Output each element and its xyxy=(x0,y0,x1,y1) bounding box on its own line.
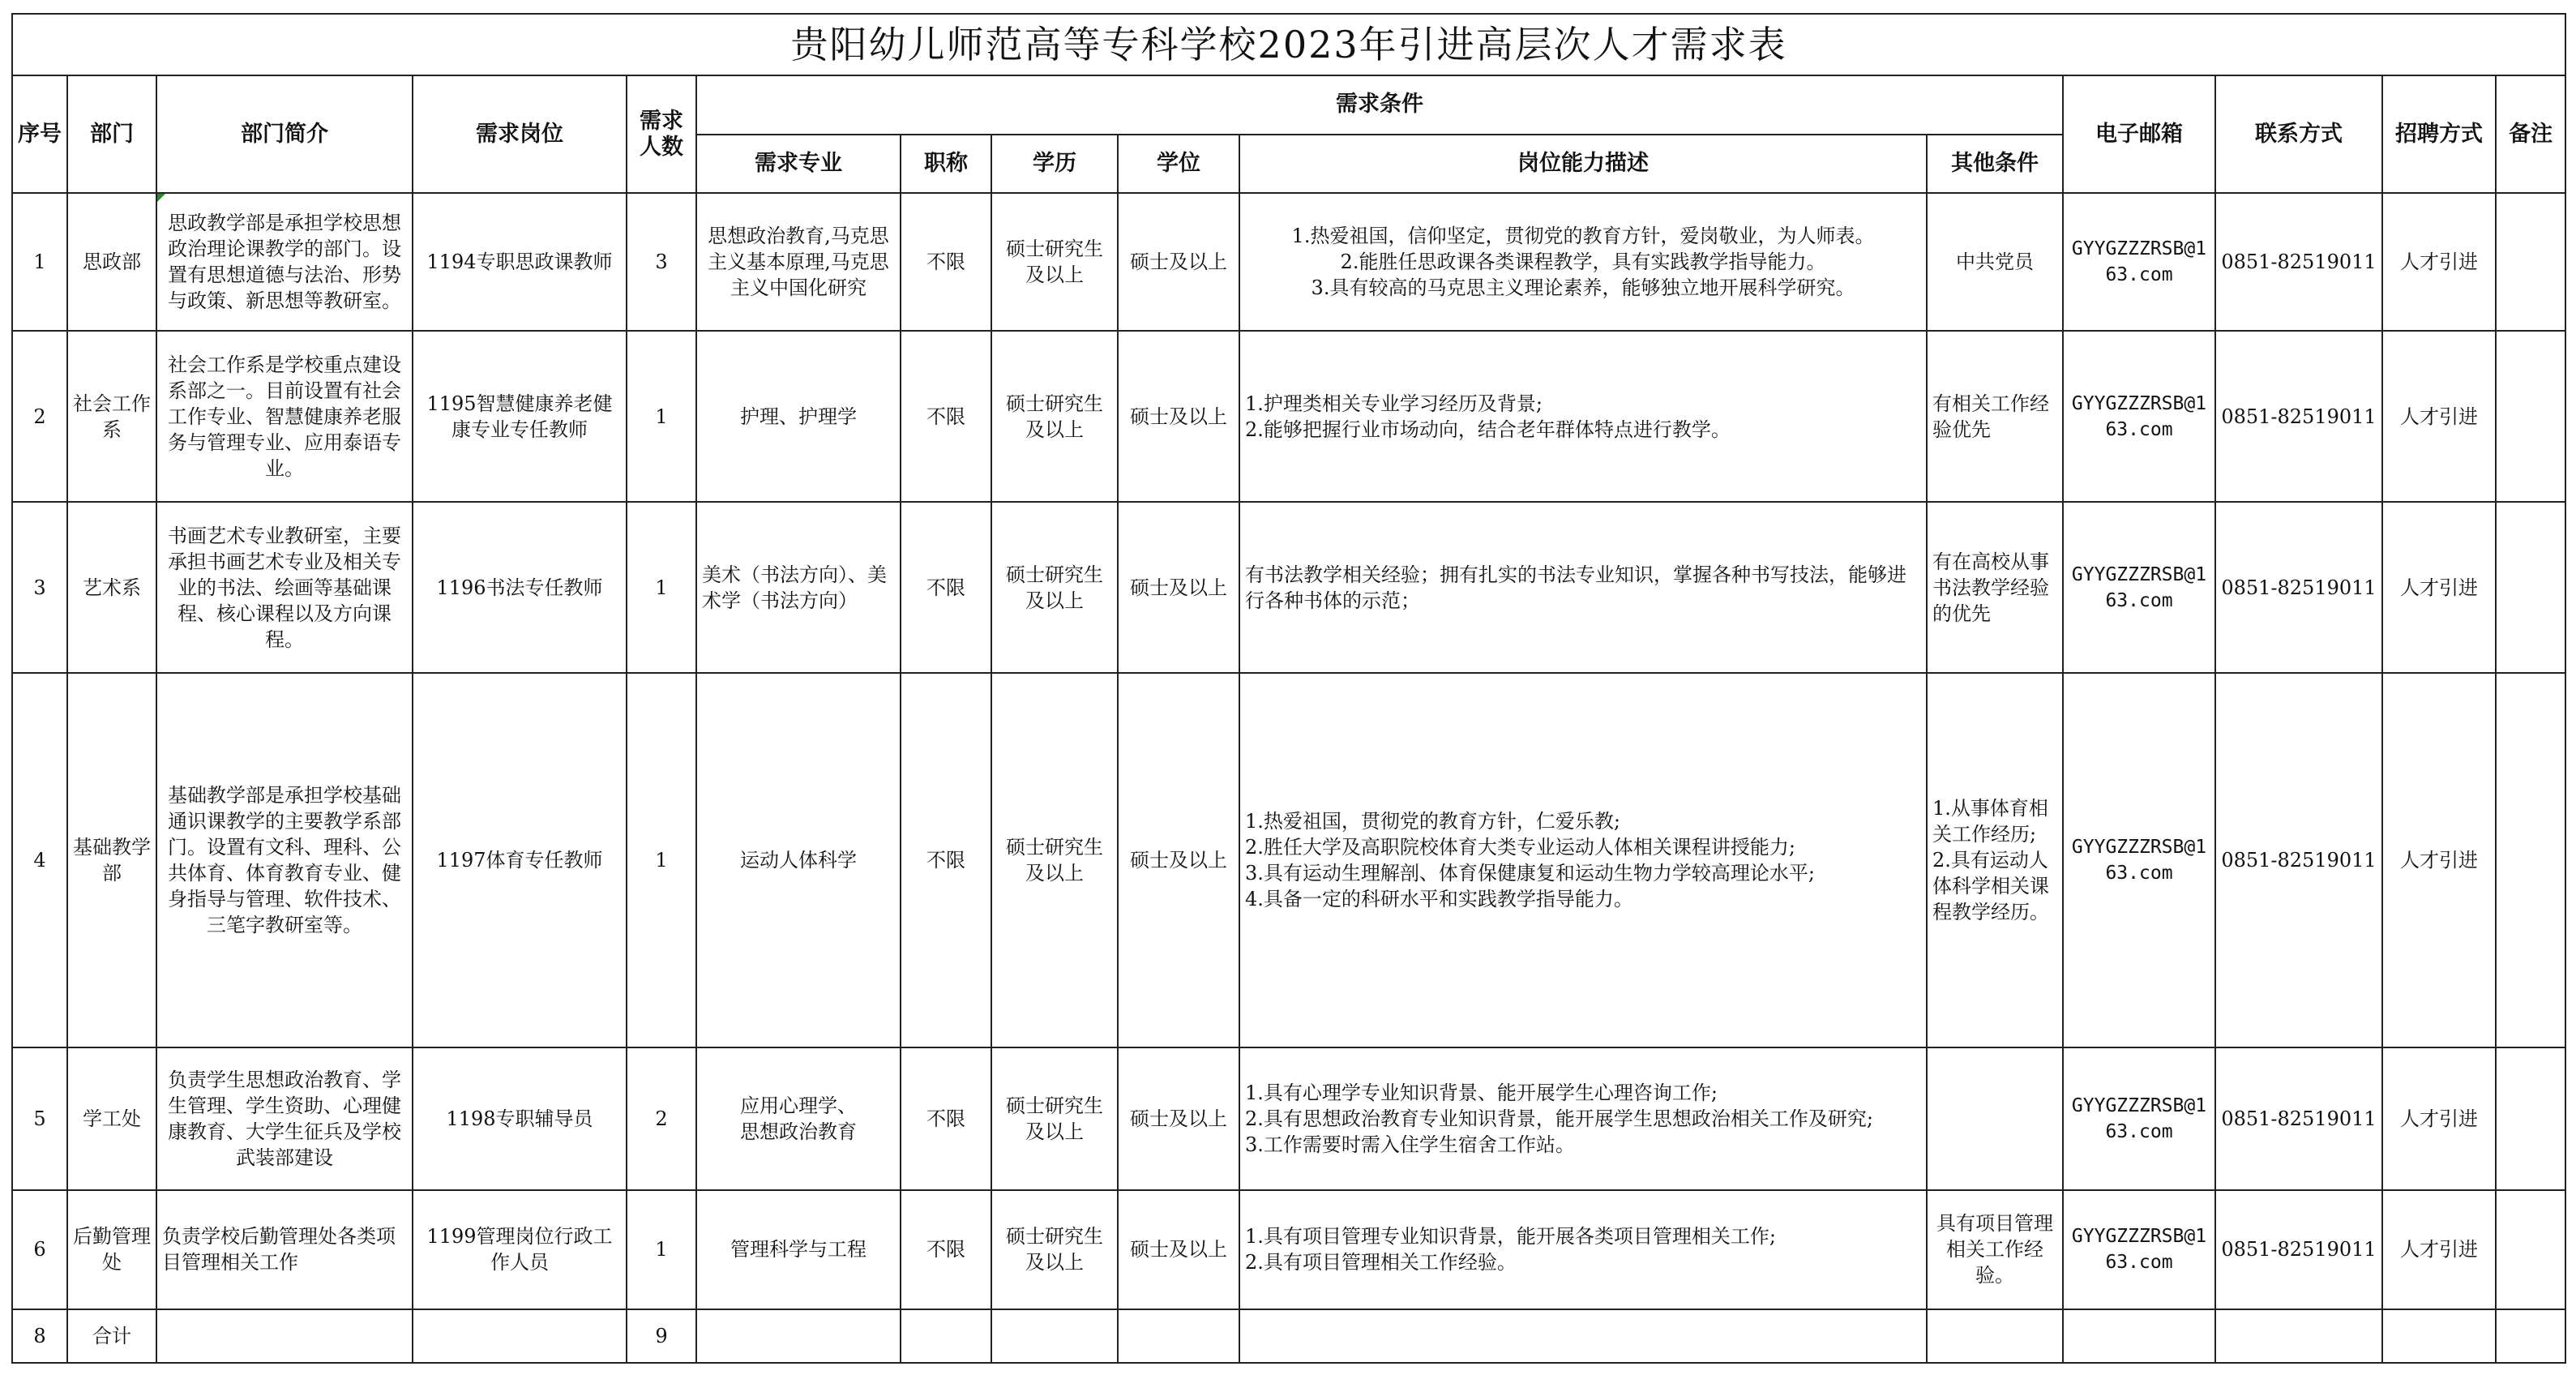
header-intro: 部门简介 xyxy=(156,75,413,193)
row-dept: 学工处 xyxy=(67,1047,156,1191)
row-dept: 思政部 xyxy=(67,193,156,332)
row-title-rank: 不限 xyxy=(901,502,991,673)
row-post: 1199管理岗位行政工作人员 xyxy=(413,1190,627,1309)
total-row xyxy=(12,1309,2565,1363)
row-degree: 硕士及以上 xyxy=(1118,1047,1239,1191)
row-method: 人才引进 xyxy=(2382,331,2496,502)
row-other: 1.从事体育相关工作经历; 2.具有运动人体科学相关课程教学经历。 xyxy=(1927,673,2063,1047)
row-remark xyxy=(2496,1190,2565,1309)
talent-demand-table xyxy=(11,13,2566,1364)
header-degree: 学位 xyxy=(1118,135,1239,193)
row-major: 应用心理学、 思想政治教育 xyxy=(696,1047,901,1191)
total-empty-cell xyxy=(2496,1309,2565,1363)
row-count: 1 xyxy=(627,502,696,673)
row-major: 思想政治教育,马克思主义基本原理,马克思主义中国化研究 xyxy=(696,193,901,332)
row-post: 1194专职思政课教师 xyxy=(413,193,627,332)
row-remark xyxy=(2496,1047,2565,1191)
row-contact: 0851-82519011 xyxy=(2215,502,2382,673)
total-count: 9 xyxy=(627,1309,696,1363)
row-index: 4 xyxy=(12,673,67,1047)
row-education: 硕士研究生及以上 xyxy=(991,1190,1118,1309)
row-dept: 基础教学部 xyxy=(67,673,156,1047)
row-method: 人才引进 xyxy=(2382,502,2496,673)
total-empty-cell xyxy=(1118,1309,1239,1363)
row-title-rank: 不限 xyxy=(901,673,991,1047)
total-label: 合计 xyxy=(67,1309,156,1363)
row-degree: 硕士及以上 xyxy=(1118,193,1239,332)
header-ability: 岗位能力描述 xyxy=(1239,135,1927,193)
row-ability: 1.护理类相关专业学习经历及背景; 2.能够把握行业市场动向，结合老年群体特点进行教学。 xyxy=(1239,331,1927,502)
row-post: 1197体育专任教师 xyxy=(413,673,627,1047)
row-count: 2 xyxy=(627,1047,696,1191)
row-education: 硕士研究生及以上 xyxy=(991,673,1118,1047)
row-education: 硕士研究生及以上 xyxy=(991,1047,1118,1191)
row-title-rank: 不限 xyxy=(901,1047,991,1191)
row-intro: 负责学校后勤管理处各类项目管理相关工作 xyxy=(156,1190,413,1309)
row-count: 1 xyxy=(627,673,696,1047)
row-title-rank: 不限 xyxy=(901,193,991,332)
table-row xyxy=(12,502,2565,673)
row-method: 人才引进 xyxy=(2382,673,2496,1047)
row-post: 1198专职辅导员 xyxy=(413,1047,627,1191)
table-row xyxy=(12,193,2565,332)
total-empty-cell xyxy=(2063,1309,2215,1363)
total-empty-cell xyxy=(696,1309,901,1363)
row-index: 2 xyxy=(12,331,67,502)
row-email: GYYGZZZRSB@163.com xyxy=(2063,331,2215,502)
table-title: 贵阳幼儿师范高等专科学校2023年引进高层次人才需求表 xyxy=(12,14,2565,75)
row-email: GYYGZZZRSB@163.com xyxy=(2063,193,2215,332)
row-contact: 0851-82519011 xyxy=(2215,193,2382,332)
row-method: 人才引进 xyxy=(2382,193,2496,332)
row-post: 1195智慧健康养老健康专业专任教师 xyxy=(413,331,627,502)
row-remark xyxy=(2496,673,2565,1047)
row-ability: 1.具有项目管理专业知识背景，能开展各类项目管理相关工作; 2.具有项目管理相关工作经验。 xyxy=(1239,1190,1927,1309)
header-dept: 部门 xyxy=(67,75,156,193)
row-education: 硕士研究生及以上 xyxy=(991,502,1118,673)
row-index: 5 xyxy=(12,1047,67,1191)
row-email: GYYGZZZRSB@163.com xyxy=(2063,1047,2215,1191)
header-other: 其他条件 xyxy=(1927,135,2063,193)
total-empty-cell xyxy=(156,1309,413,1363)
row-dept: 后勤管理处 xyxy=(67,1190,156,1309)
row-ability: 有书法教学相关经验；拥有扎实的书法专业知识，掌握各种书写技法，能够进行各种书体的示范； xyxy=(1239,502,1927,673)
row-email: GYYGZZZRSB@163.com xyxy=(2063,502,2215,673)
header-method: 招聘方式 xyxy=(2382,75,2496,193)
row-contact: 0851-82519011 xyxy=(2215,1190,2382,1309)
table-row xyxy=(12,1047,2565,1191)
row-method: 人才引进 xyxy=(2382,1047,2496,1191)
row-degree: 硕士及以上 xyxy=(1118,1190,1239,1309)
row-education: 硕士研究生及以上 xyxy=(991,331,1118,502)
row-email: GYYGZZZRSB@163.com xyxy=(2063,1190,2215,1309)
row-other: 具有项目管理相关工作经验。 xyxy=(1927,1190,2063,1309)
row-contact: 0851-82519011 xyxy=(2215,331,2382,502)
row-intro: 书画艺术专业教研室，主要承担书画艺术专业及相关专业的书法、绘画等基础课程、核心课程以及方向课程。 xyxy=(156,502,413,673)
table-row xyxy=(12,331,2565,502)
row-remark xyxy=(2496,331,2565,502)
row-remark xyxy=(2496,502,2565,673)
total-index: 8 xyxy=(12,1309,67,1363)
total-empty-cell xyxy=(901,1309,991,1363)
row-other: 有在高校从事书法教学经验的优先 xyxy=(1927,502,2063,673)
row-dept: 社会工作系 xyxy=(67,331,156,502)
row-count: 3 xyxy=(627,193,696,332)
table-row xyxy=(12,1190,2565,1309)
row-education: 硕士研究生及以上 xyxy=(991,193,1118,332)
header-remark: 备注 xyxy=(2496,75,2565,193)
row-degree: 硕士及以上 xyxy=(1118,673,1239,1047)
row-major: 管理科学与工程 xyxy=(696,1190,901,1309)
header-index: 序号 xyxy=(12,75,67,193)
row-ability: 1.具有心理学专业知识背景、能开展学生心理咨询工作; 2.具有思想政治教育专业知识背景，能开展学生思想政治相关工作及研究; 3.工作需要时需入住学生宿舍工作站。 xyxy=(1239,1047,1927,1191)
row-degree: 硕士及以上 xyxy=(1118,331,1239,502)
header-contact: 联系方式 xyxy=(2215,75,2382,193)
row-major: 运动人体科学 xyxy=(696,673,901,1047)
row-title-rank: 不限 xyxy=(901,331,991,502)
row-method: 人才引进 xyxy=(2382,1190,2496,1309)
header-conditions: 需求条件 xyxy=(696,75,2063,134)
header-education: 学历 xyxy=(991,135,1118,193)
row-ability: 1.热爱祖国，信仰坚定，贯彻党的教育方针，爱岗敬业，为人师表。 2.能胜任思政课各类课程教学，具有实践教学指导能力。 3.具有较高的马克思主义理论素养，能够独立地开展科学研究。 xyxy=(1239,193,1927,332)
row-contact: 0851-82519011 xyxy=(2215,1047,2382,1191)
row-index: 6 xyxy=(12,1190,67,1309)
row-other xyxy=(1927,1047,2063,1191)
row-intro: 思政教学部是承担学校思想政治理论课教学的部门。设置有思想道德与法治、形势与政策、新思想等教研室。 xyxy=(156,193,413,332)
row-other: 有相关工作经验优先 xyxy=(1927,331,2063,502)
row-title-rank: 不限 xyxy=(901,1190,991,1309)
row-index: 1 xyxy=(12,193,67,332)
row-intro: 负责学生思想政治教育、学生管理、学生资助、心理健康教育、大学生征兵及学校武装部建设 xyxy=(156,1047,413,1191)
row-degree: 硕士及以上 xyxy=(1118,502,1239,673)
row-post: 1196书法专任教师 xyxy=(413,502,627,673)
header-major: 需求专业 xyxy=(696,135,901,193)
row-other: 中共党员 xyxy=(1927,193,2063,332)
total-empty-cell xyxy=(2215,1309,2382,1363)
row-intro: 基础教学部是承担学校基础通识课教学的主要教学系部门。设置有文科、理科、公共体育、体育教育专业、健身指导与管理、软件技术、三笔字教研室等。 xyxy=(156,673,413,1047)
row-index: 3 xyxy=(12,502,67,673)
row-remark xyxy=(2496,193,2565,332)
row-count: 1 xyxy=(627,331,696,502)
header-title-rank: 职称 xyxy=(901,135,991,193)
total-empty-cell xyxy=(413,1309,627,1363)
header-count: 需求 人数 xyxy=(627,75,696,193)
header-post: 需求岗位 xyxy=(413,75,627,193)
row-intro: 社会工作系是学校重点建设系部之一。目前设置有社会工作专业、智慧健康养老服务与管理专业、应用泰语专业。 xyxy=(156,331,413,502)
row-email: GYYGZZZRSB@163.com xyxy=(2063,673,2215,1047)
row-major: 护理、护理学 xyxy=(696,331,901,502)
row-ability: 1.热爱祖国，贯彻党的教育方针，仁爱乐教; 2.胜任大学及高职院校体育大类专业运动人体相关课程讲授能力; 3.具有运动生理解剖、体育保健康复和运动生物力学较高理论水平; 4.具备一定的科研水平和实践教学指导能力。 xyxy=(1239,673,1927,1047)
row-count: 1 xyxy=(627,1190,696,1309)
table-row xyxy=(12,673,2565,1047)
total-empty-cell xyxy=(1927,1309,2063,1363)
total-empty-cell xyxy=(991,1309,1118,1363)
total-empty-cell xyxy=(1239,1309,1927,1363)
total-empty-cell xyxy=(2382,1309,2496,1363)
row-dept: 艺术系 xyxy=(67,502,156,673)
row-contact: 0851-82519011 xyxy=(2215,673,2382,1047)
header-email: 电子邮箱 xyxy=(2063,75,2215,193)
row-major: 美术（书法方向）、美术学（书法方向） xyxy=(696,502,901,673)
